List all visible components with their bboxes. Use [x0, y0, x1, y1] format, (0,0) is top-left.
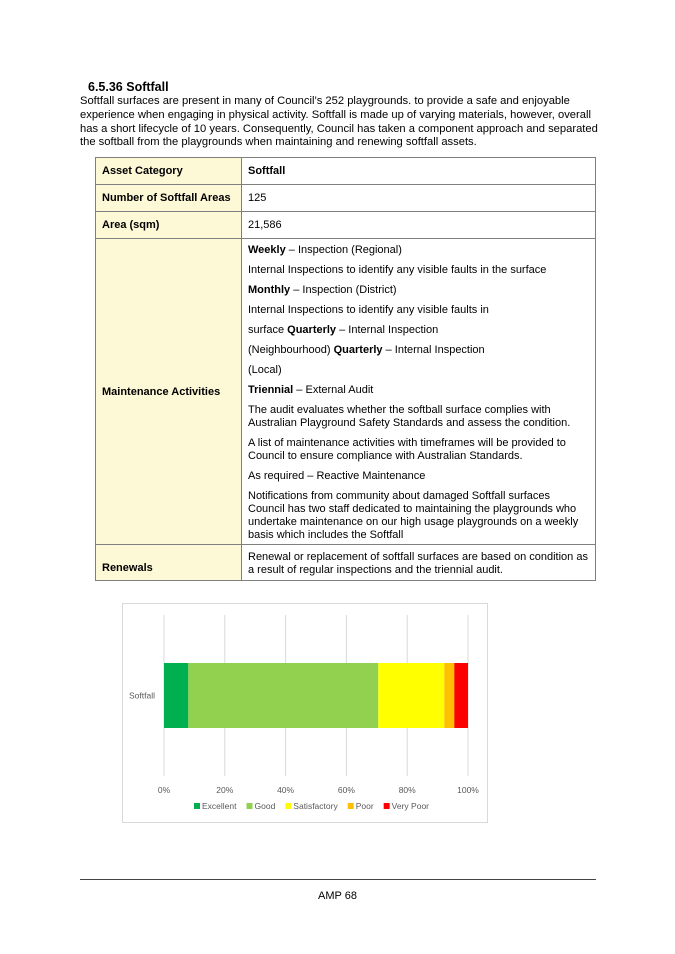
row-label: Asset Category [96, 158, 242, 185]
line-prefix: (Neighbourhood) [248, 344, 334, 356]
bar-segment-very-poor [454, 663, 468, 728]
row-value: 21,586 [242, 212, 596, 239]
maintenance-line [248, 490, 589, 542]
legend-label: Very Poor [391, 801, 429, 811]
row-label: Maintenance Activities [96, 239, 242, 545]
row-label: Number of Softfall Areas [96, 185, 242, 212]
line-text: The audit evaluates whether the softball surface complies with Australian Playground Safety Standards and assess the condition. [248, 404, 571, 429]
maintenance-line [248, 384, 589, 397]
table-row-renewals [96, 545, 596, 581]
page-number: AMP 68 [318, 890, 357, 902]
legend-swatch [247, 803, 253, 809]
condition-chart [122, 603, 488, 823]
line-prefix: surface [248, 324, 288, 336]
line-text: – External Audit [293, 384, 374, 396]
legend-label: Poor [355, 801, 374, 811]
line-text: – Internal Inspection [336, 324, 439, 336]
maintenance-line [248, 304, 589, 317]
row-value: Renewal or replacement of softfall surfaces are based on condition as a result of regular inspections and the triennial audit. [242, 545, 596, 581]
x-tick-label: 40% [277, 785, 295, 795]
maintenance-line [248, 344, 589, 357]
frequency-label: Monthly [248, 284, 291, 296]
section-heading: 6.5.36 Softfall [88, 80, 169, 94]
frequency-label: Weekly [248, 244, 286, 256]
x-tick-label: 20% [216, 785, 234, 795]
maintenance-line [248, 437, 589, 463]
legend-swatch [384, 803, 390, 809]
legend-swatch [194, 803, 200, 809]
maintenance-line [248, 470, 589, 483]
line-text: Internal Inspections to identify any visible faults in [248, 304, 489, 316]
frequency-label: Quarterly [333, 344, 383, 356]
line-text: – Internal Inspection [382, 344, 485, 356]
line-text: Internal Inspections to identify any visible faults in the surface [248, 264, 547, 276]
y-category-label: Softfall [129, 690, 155, 701]
frequency-label: Quarterly [287, 324, 337, 336]
bar-segment-excellent [164, 663, 188, 728]
legend-label: Satisfactory [293, 801, 338, 811]
row-label: Area (sqm) [96, 212, 242, 239]
line-text: – Inspection (District) [290, 284, 397, 296]
intro-paragraph: Softfall surfaces are present in many of Council’s 252 playgrounds. to provide a safe and enjoyable experience when engaging in physical activity. Softfall is made up of varying materials, however, overall has a short lifecycle of 10 years. Consequently, Council has taken a component approach and separated the softball from the playgrounds when maintaining and renewing softfall assets. [80, 95, 598, 149]
legend-label: Good [254, 801, 276, 811]
maintenance-line [248, 364, 589, 377]
maintenance-line [248, 244, 589, 257]
bar-segment-good [188, 663, 378, 728]
asset-table [95, 157, 596, 581]
table-row [96, 185, 596, 212]
line-text: A list of maintenance activities with timeframes will be provided to Council to ensure compliance with Australian Standards. [248, 437, 566, 462]
line-text: (Local) [248, 364, 282, 376]
chart-svg [123, 604, 489, 824]
footer-divider [80, 879, 596, 880]
legend-swatch [348, 803, 354, 809]
line-text: – Inspection (Regional) [285, 244, 402, 256]
frequency-label: Triennial [248, 384, 294, 396]
table-row [96, 212, 596, 239]
x-tick-label: 60% [337, 785, 355, 795]
maintenance-line [248, 284, 589, 297]
line-text: Notifications from community about damaged Softfall surfaces Council has two staff dedicated to maintaining the playgrounds who undertake maintenance on our high usage playgrounds on a weekly basis which includes the Softfall [248, 490, 579, 541]
maintenance-line [248, 404, 589, 430]
legend-swatch [285, 803, 291, 809]
row-value: Softfall [242, 158, 596, 185]
bar-segment-satisfactory [378, 663, 444, 728]
legend-label: Excellent [202, 801, 237, 811]
x-tick-label: 0% [157, 785, 171, 795]
table-row-maintenance [96, 239, 596, 545]
row-value: 125 [242, 185, 596, 212]
x-tick-label: 100% [457, 785, 479, 795]
maintenance-line [248, 324, 589, 337]
x-tick-label: 80% [398, 785, 416, 795]
row-label: Renewals [96, 545, 242, 581]
bar-segment-poor [444, 663, 454, 728]
maintenance-activities-list [242, 239, 596, 545]
line-text: As required – Reactive Maintenance [248, 470, 426, 482]
maintenance-line [248, 264, 589, 277]
table-row [96, 158, 596, 185]
